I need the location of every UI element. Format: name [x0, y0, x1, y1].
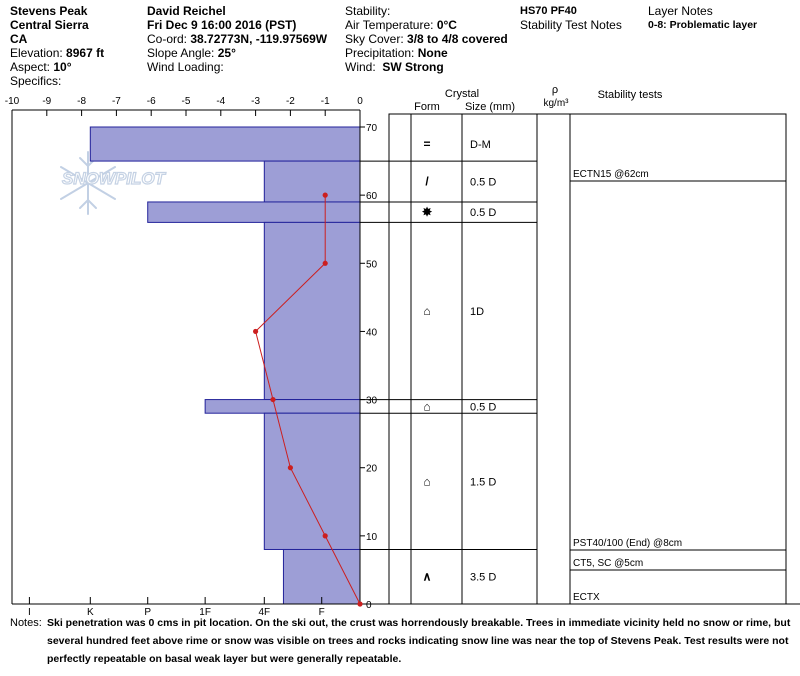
- crystal-header: Crystal: [444, 88, 480, 100]
- stability-test-label: CT5, SC @5cm: [573, 558, 644, 569]
- wind-loading-label: Wind Loading:: [147, 60, 224, 74]
- hs-pf: HS70 PF40: [520, 5, 577, 17]
- specifics-label: Specifics:: [10, 74, 62, 88]
- size-header: Size (mm): [464, 101, 516, 113]
- crystal-size: 0.5 D: [470, 176, 497, 189]
- range: Central Sierra: [10, 18, 89, 32]
- hardness-bar-1: [264, 161, 360, 202]
- height-tick-label: 30: [366, 395, 378, 407]
- stability-tests-header: Stability tests: [597, 89, 663, 101]
- slope-value: 25°: [217, 46, 236, 60]
- temp-tick-label: -10: [4, 96, 20, 107]
- sky-value: 3/8 to 4/8 covered: [407, 32, 508, 46]
- hardness-tick-label: K: [86, 607, 94, 618]
- crystal-size: D-M: [470, 139, 491, 152]
- temperature-point: [288, 465, 293, 470]
- notes-label: Notes:: [10, 617, 42, 629]
- coord-label: Co-ord:: [147, 32, 188, 46]
- hardness-tick-label: P: [144, 607, 152, 618]
- crystal-form-icon: ⌂: [423, 399, 431, 414]
- stability-test-notes: Stability Test Notes: [520, 18, 622, 32]
- notes-text: Ski penetration was 0 cms in pit location. On the ski out, the crust was horrendously breakable. Trees in immediate vicinity held no snow or rime, but several hundred feet above rime or snow was visible on trees and rocks indicating snow line was near the top of Stevens Peak. Test results were not perfectly repeatable on basal weak layer but were generally repeatable.: [47, 617, 791, 665]
- crystal-form-icon: =: [423, 137, 431, 152]
- height-tick-label: 60: [366, 191, 378, 203]
- state: CA: [10, 32, 28, 46]
- hardness-bar-3: [264, 222, 360, 399]
- aspect-value: 10°: [53, 60, 72, 74]
- height-tick-label: 20: [366, 463, 378, 475]
- precip-value: None: [417, 46, 448, 60]
- height-tick-label: 0: [366, 600, 372, 611]
- temp-tick-label: -1: [320, 96, 330, 107]
- temperature-point: [253, 329, 258, 334]
- air-temp-value: 0°C: [436, 18, 457, 32]
- temp-tick-label: -5: [181, 96, 191, 107]
- temp-tick-label: -8: [77, 96, 87, 107]
- location: Stevens Peak: [10, 4, 88, 18]
- layer-notes: Layer Notes: [648, 4, 713, 18]
- density-unit-header: kg/m³: [543, 98, 569, 109]
- hardness-tick-label: 4F: [258, 607, 271, 618]
- crystal-form-icon: ∧: [422, 569, 432, 584]
- crystal-form-icon: ✸: [421, 205, 433, 220]
- hardness-bar-6: [283, 549, 360, 604]
- rho-header: ρ: [551, 84, 559, 96]
- temperature-point: [323, 533, 328, 538]
- stability-test-label: ECTN15 @62cm: [573, 169, 649, 180]
- wind-label: Wind:: [345, 60, 376, 74]
- height-tick-label: 50: [366, 259, 378, 271]
- slope-label: Slope Angle:: [147, 46, 215, 60]
- crystal-size: 0.5 D: [470, 401, 497, 414]
- crystal-size: 1D: [470, 305, 485, 318]
- form-header: Form: [414, 101, 440, 113]
- elevation-label: Elevation:: [10, 46, 63, 60]
- snowpilot-wordmark: SNOWPILOT: [62, 169, 165, 188]
- hardness-tick-label: I: [28, 607, 31, 618]
- hardness-bar-0: [90, 127, 360, 161]
- temperature-point: [323, 193, 328, 198]
- notes: [10, 614, 795, 668]
- temperature-point: [323, 261, 328, 266]
- temp-tick-label: -4: [216, 96, 226, 107]
- aspect-label: Aspect:: [10, 60, 51, 74]
- temperature-point: [357, 601, 362, 606]
- temp-tick-label: 0: [357, 96, 363, 107]
- crystal-form-icon: ⌂: [423, 474, 431, 489]
- crystal-form-icon: ⌂: [423, 303, 431, 318]
- layer-table: [360, 114, 786, 604]
- temperature-axis: [5, 96, 363, 116]
- datetime: Fri Dec 9 16:00 2016 (PST): [147, 18, 297, 32]
- temp-tick-label: -7: [111, 96, 121, 107]
- height-tick-label: 10: [366, 531, 378, 543]
- hardness-tick-label: 1F: [199, 607, 211, 618]
- crystal-form-icon: /: [425, 174, 429, 189]
- hardness-bar-2: [148, 202, 360, 222]
- sky-label: Sky Cover:: [345, 32, 404, 46]
- crystal-size: 3.5 D: [470, 571, 497, 584]
- temp-tick-label: -2: [285, 96, 295, 107]
- crystal-size: 0.5 D: [470, 207, 497, 220]
- hardness-tick-label: F: [318, 607, 325, 618]
- stability-label: Stability:: [345, 4, 391, 18]
- problematic-layer-note: 0-8: Problematic layer: [648, 19, 758, 31]
- stability-test-label: PST40/100 (End) @8cm: [573, 538, 683, 549]
- air-temp-label: Air Temperature:: [345, 18, 434, 32]
- temp-tick-label: -3: [251, 96, 261, 107]
- stability-test-label: ECTX: [573, 592, 600, 603]
- precip-label: Precipitation:: [345, 46, 415, 60]
- height-tick-label: 70: [366, 123, 378, 134]
- table-border: [389, 114, 786, 604]
- elevation-value: 8967 ft: [66, 46, 105, 60]
- observer: David Reichel: [147, 4, 226, 18]
- hardness-bar-4: [205, 400, 360, 414]
- hardness-layers: [90, 127, 360, 604]
- coord-value: 38.72773N, -119.97569W: [190, 32, 328, 46]
- temp-tick-label: -9: [42, 96, 52, 107]
- hardness-bar-5: [264, 413, 360, 549]
- wind-value: SW Strong: [382, 60, 444, 74]
- height-axis: [360, 123, 378, 611]
- height-tick-label: 40: [366, 327, 378, 339]
- crystal-size: 1.5 D: [470, 476, 497, 489]
- temp-tick-label: -6: [146, 96, 156, 107]
- temperature-point: [270, 397, 275, 402]
